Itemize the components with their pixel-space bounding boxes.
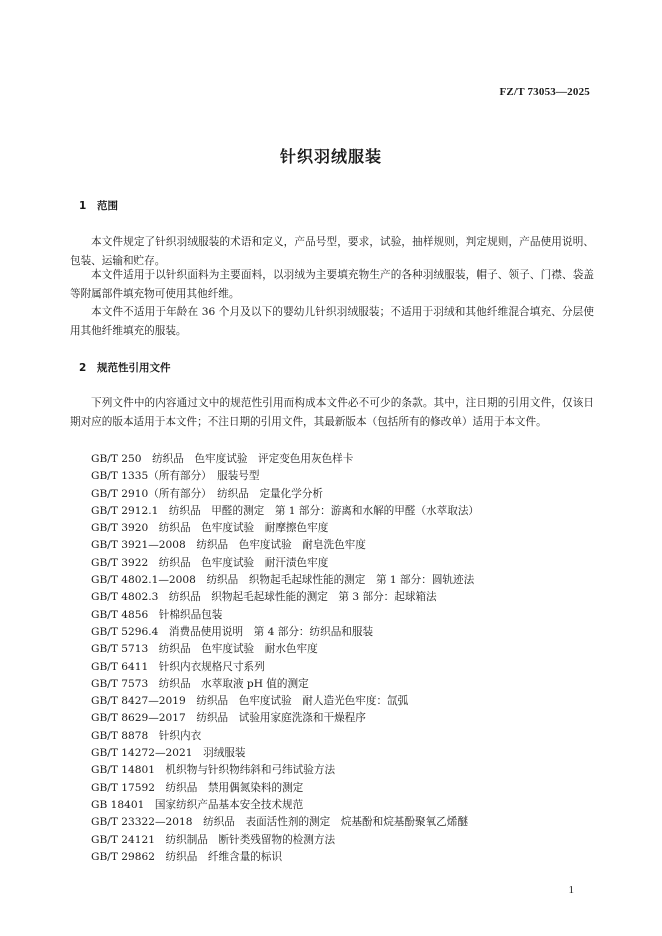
reference-item: GB 18401 国家纺织产品基本安全技术规范 bbox=[91, 798, 304, 811]
reference-item: GB/T 1335（所有部分） 服装号型 bbox=[91, 470, 260, 483]
section-1-paragraph-2: 本文件适用于以针织面料为主要面料，以羽绒为主要填充物生产的各种羽绒服装，帽子、领子、门襟、袋盖等附属部件填充物可使用其他纤维。 bbox=[70, 269, 594, 300]
reference-item: GB/T 2912.1 纺织品 甲醛的测定 第 1 部分：游离和水解的甲醛（水萃取法） bbox=[91, 504, 480, 517]
reference-item: GB/T 2910（所有部分） 纺织品 定量化学分析 bbox=[91, 487, 324, 500]
reference-item: GB/T 250 纺织品 色牢度试验 评定变色用灰色样卡 bbox=[91, 453, 354, 465]
reference-item: GB/T 3921—2008 纺织品 色牢度试验 耐皂洗色牢度 bbox=[91, 539, 366, 552]
section-2-title: 规范性引用文件 bbox=[97, 362, 171, 374]
section-2-intro: 下列文件中的内容通过文中的规范性引用而构成本文件必不可少的条款。其中，注日期的引用文件，仅该日期对应的版本适用于本文件；不注日期的引用文件，其最新版本（包括所有的修改单）适用于本文件。 bbox=[70, 397, 594, 428]
reference-item: GB/T 5296.4 消费品使用说明 第 4 部分：纺织品和服装 bbox=[91, 625, 374, 638]
reference-item: GB/T 14272—2021 羽绒服装 bbox=[91, 747, 246, 760]
reference-item: GB/T 8878 针织内衣 bbox=[91, 729, 202, 742]
reference-item: GB/T 7573 纺织品 水萃取液 pH 值的测定 bbox=[91, 677, 309, 690]
section-1-paragraph-3: 本文件不适用于年龄在 36 个月及以下的婴幼儿针织羽绒服装；不适用于羽绒和其他纤维混合填充、分层使用其他纤维填充的服装。 bbox=[70, 306, 594, 337]
section-2-heading bbox=[79, 360, 171, 375]
reference-item: GB/T 3922 纺织品 色牢度试验 耐汗渍色牢度 bbox=[91, 556, 329, 569]
reference-item: GB/T 6411 针织内衣规格尺寸系列 bbox=[91, 660, 265, 673]
section-1-paragraph-1: 本文件规定了针织羽绒服装的术语和定义，产品号型，要求，试验，抽样规则，判定规则，产品使用说明、包装、运输和贮存。 bbox=[70, 236, 594, 267]
reference-item: GB/T 8427—2019 纺织品 色牢度试验 耐人造光色牢度：氙弧 bbox=[91, 695, 409, 708]
normative-reference-list bbox=[91, 451, 479, 866]
section-2-number: 2 bbox=[79, 362, 87, 374]
reference-item: GB/T 29862 纺织品 纤维含量的标识 bbox=[91, 850, 283, 863]
reference-item: GB/T 24121 纺织制品 断针类残留物的检测方法 bbox=[91, 833, 336, 846]
reference-item: GB/T 4802.1—2008 纺织品 织物起毛起球性能的测定 第 1 部分：圆轨迹法 bbox=[91, 574, 475, 587]
section-1-title: 范围 bbox=[97, 200, 118, 212]
reference-item: GB/T 4802.3 纺织品 织物起毛起球性能的测定 第 3 部分：起球箱法 bbox=[91, 591, 437, 604]
standard-number: FZ/T 73053—2025 bbox=[499, 86, 590, 98]
reference-item: GB/T 3920 纺织品 色牢度试验 耐摩擦色牢度 bbox=[91, 522, 329, 535]
reference-item: GB/T 14801 机织物与针织物纬斜和弓纬试验方法 bbox=[91, 764, 336, 777]
reference-item: GB/T 5713 纺织品 色牢度试验 耐水色牢度 bbox=[91, 643, 318, 656]
section-1-heading bbox=[79, 198, 118, 213]
reference-item: GB/T 4856 针棉织品包装 bbox=[91, 608, 223, 621]
reference-item: GB/T 17592 纺织品 禁用偶氮染料的测定 bbox=[91, 781, 304, 794]
document-title: 针织羽绒服装 bbox=[279, 147, 382, 166]
page-number: 1 bbox=[568, 884, 574, 896]
section-1-number: 1 bbox=[79, 200, 87, 212]
reference-item: GB/T 23322—2018 纺织品 表面活性剂的测定 烷基酚和烷基酚聚氧乙烯醚 bbox=[91, 816, 468, 829]
reference-item: GB/T 8629—2017 纺织品 试验用家庭洗涤和干燥程序 bbox=[91, 712, 366, 725]
